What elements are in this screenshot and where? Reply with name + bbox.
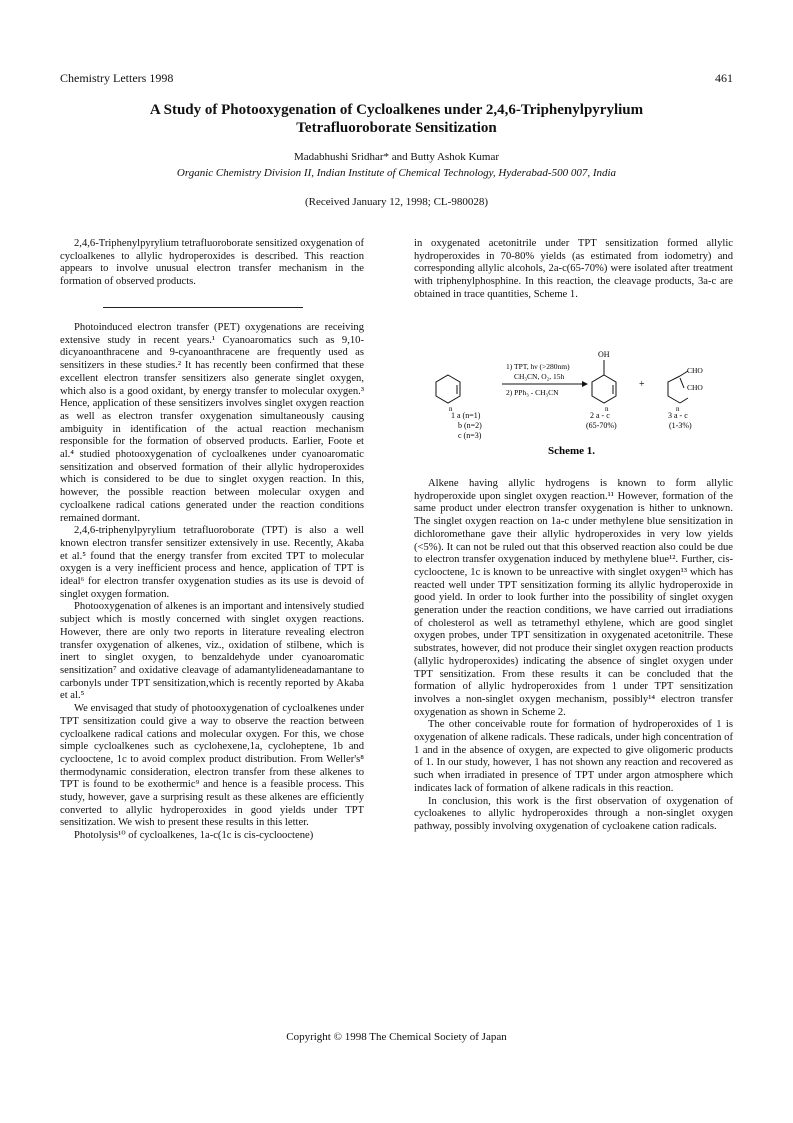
right-paragraph: Alkene having allylic hydrogens is known to form allylic hydroperoxide upon singlet oxygen reaction.¹¹ However, formation of the same product under electron transfer oxygenation is hither to unknown. The singlet oxygen reaction on 1a-c under methylene blue sensitization in dichloromethane gave their allylic hydroperoxides in very low yields (<5%). It can not be ruled out that this observed reaction also could be due to electron transfer oxygenation induced by methylene blue¹². Further, cis-cyclooctene, 1c is known to be unreactive with singlet oxygen¹³ which has reacted well under TPT sensitization forming its allylic hydroperoxide in good yield. In order to look further into the possibility of singlet oxygen generation under the reaction conditions, we have carried out irradiations of cholesterol as well as tetramethyl ethylene, which are good singlet oxygen probes, under TPT sensitization in oxygenated acetonitrile. These substrates, however, did not produce their singlet oxygen reaction products (allylic hydroperoxides) indicating the absence of singlet oxygen under TPT sensitization. From these results it can be concluded that the formation of allylic hydroperoxides from 1 under TPT sensitization involves a non-singlet oxygen mechanism, possibly¹⁴ electron transfer oxygenation as shown in Scheme 2. bbox=[414, 478, 733, 718]
condition-step-2: 2) PPh₃ - CH₃CN bbox=[506, 388, 559, 397]
compound-1c-label: c (n=3) bbox=[458, 431, 482, 440]
right-paragraph: In conclusion, this work is the first observation of oxygenation of cycloakenes to allylic hydroperoxides through a non-singlet oxygen pathway, possibly involving oxygenation of cycloakene cation radicals. bbox=[414, 795, 733, 832]
title-line-2: Tetrafluoroborate Sensitization bbox=[296, 120, 497, 136]
page-number: 461 bbox=[715, 71, 733, 85]
compound-2-label: 2 a - c bbox=[590, 411, 610, 420]
left-paragraph: 2,4,6-triphenylpyrylium tetrafluoroborate (TPT) is also a well known electron transfer sensitizer extensively in use. Recently, Akaba et al.⁵ found that the energy transfer from excited TPT to molecular oxygen is a very inefficient process and hence, application of TPT is ideal⁶ for electron transfer oxygenation studies as its use is devoid of singlet oxygen formation. bbox=[60, 525, 364, 600]
plus-sign: + bbox=[639, 379, 645, 390]
scheme-caption: Scheme 1. bbox=[548, 445, 596, 457]
compound-2-yield: (65-70%) bbox=[586, 421, 617, 430]
condition-step-1: 1) TPT, hν (>280nm) bbox=[506, 362, 570, 371]
affiliation: Organic Chemistry Division II, Indian Institute of Chemical Technology, Hyderabad-500 007, India bbox=[176, 167, 617, 179]
compound-3-label: 3 a - c bbox=[668, 411, 688, 420]
left-paragraph: We envisaged that study of photooxygenation of cycloalkenes under TPT sensitization could give a way to observe the reaction between cycloalkene radical cations and molecular oxygen. For this, we chose simple cycloalkenes such as cyclohexene,1a, cycloheptene, 1b and cyclooctene, 1c to avoid complex product distribution. From Weller's⁸ thermodynamic consideration, electron transfer from these alkenes to TPT is found to be exothermic⁹ and hence is a feasible process. This study, however, gave a surprising result as these alkenes are efficiently converted to allylic hydroperoxides in good yields under TPT sensitization. We wish to present these results in this letter. bbox=[60, 703, 364, 829]
ring-size-n: n bbox=[605, 405, 609, 413]
compound-3-yield: (1-3%) bbox=[669, 421, 692, 430]
authors: Madabhushi Sridhar* and Butty Ashok Kumar bbox=[293, 151, 499, 163]
hydroxyl-label: OH bbox=[598, 350, 610, 359]
paper-title bbox=[60, 101, 733, 137]
abstract-divider bbox=[103, 307, 303, 308]
arrow-head-icon bbox=[582, 381, 588, 387]
compound-1b-label: b (n=2) bbox=[458, 421, 482, 430]
left-paragraph: Photoinduced electron transfer (PET) oxygenations are receiving extensive study in recent years.¹ Cyanoaromatics such as 9,10-dicyanoanthracene and 9-cyanoanthracene are frequently used as sensitizers in these studies.² It has recently been confirmed that these excellent electron transfer sensitizers also generate singlet oxygen, which also is a good oxidant, by energy transfer to molecular oxygen.³ Hence, application of these sensitizers involves singlet oxygen reaction as well as electron transfer oxygenation simultaneously causing ambiguity in identification of the actual reaction mechanism responsible for the formation of observed products. Earlier, Foote et al.⁴ studied photooxygenation of cycloalkenes under cyanoaromatic sensitization and observed formation of their allylic hydroperoxides which is considered to be due to singlet oxygen reaction. In this, however, the possible reaction between molecular oxygen and cycloalkene radical cations generated under the reaction conditions remained dormant. bbox=[60, 322, 364, 524]
dialdehyde-structure bbox=[668, 371, 688, 403]
left-paragraph: Photolysis¹⁰ of cycloalkenes, 1a-c(1c is cis-cyclooctene) bbox=[74, 830, 314, 842]
abstract-text: 2,4,6-Triphenylpyrylium tetrafluoroborate sensitized oxygenation of cycloalkenes to allylic hydroperoxides is described. This reaction appears to involve unusual electron transfer mechanism in the formation of observed products. bbox=[60, 238, 364, 288]
allylic-alcohol-structure bbox=[592, 360, 616, 403]
aldehyde-label-2: CHO bbox=[687, 383, 703, 392]
title-line-1: A Study of Photooxygenation of Cycloalkenes under 2,4,6-Triphenylpyrylium bbox=[149, 102, 644, 118]
aldehyde-label-1: CHO bbox=[687, 366, 703, 375]
cycloalkene-structure bbox=[436, 375, 460, 403]
compound-1a-label: 1 a (n=1) bbox=[451, 411, 481, 420]
right-paragraph: The other conceivable route for formation of hydroperoxides of 1 is oxygenation of alkene radicals. These radicals, under high concentration of 1 and in the absence of oxygen, are expected to give oligomeric products of 1. In our study, however, 1 has not shown any reaction and recovered as such when irradiated in presence of TPT under argon atmosphere which indicates lack of formation of alkene radicals in this reaction. bbox=[414, 719, 733, 794]
left-column bbox=[60, 322, 364, 843]
left-paragraph: Photooxygenation of alkenes is an important and intensively studied subject which is mostly concerned with singlet oxygen reactions. However, there are only two reports in literature revealing electron transfer oxygenation of alkenes, viz., oxidation of stilbene, which is inert to singlet oxygen, to benzaldehyde under cyanoaromatic sensitization⁷ and oxidative cleavage of adamantylideneadamantane to carbonyls under TPT sensitization,which is recently reported by Akaba et al.⁵ bbox=[60, 601, 364, 702]
received-date: (Received January 12, 1998; CL-980028) bbox=[305, 196, 488, 208]
right-column bbox=[414, 478, 733, 834]
right-column-top bbox=[414, 238, 733, 302]
abstract bbox=[60, 238, 364, 289]
condition-solvent: CH₃CN, O₂, 15h bbox=[514, 372, 565, 381]
scheme-1-diagram bbox=[414, 340, 733, 465]
ring-size-n: n bbox=[676, 405, 680, 413]
ring-size-n: n bbox=[449, 405, 453, 413]
right-paragraph: in oxygenated acetonitrile under TPT sensitization formed allylic hydroperoxides in 70-80% yields (as estimated from iodometry) and corresponding allylic alcohols, 2a-c(65-70%) were isolated after treatment with triphenylphosphine. In this reaction, the cleavage products, 3a-c are obtained in trace quantities, Scheme 1. bbox=[414, 238, 733, 300]
journal-name: Chemistry Letters 1998 bbox=[60, 71, 174, 85]
copyright-notice: Copyright © 1998 The Chemical Society of Japan bbox=[286, 1031, 507, 1043]
